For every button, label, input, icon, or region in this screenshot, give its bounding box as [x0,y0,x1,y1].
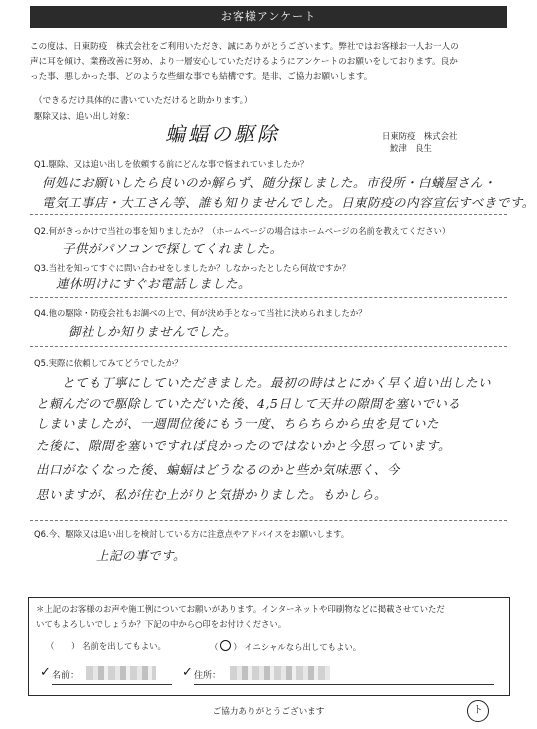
answer-5-line-6: 思いますが、私が住む上がりと気掛かりました。もかしら。 [36,487,388,502]
divider [30,346,507,347]
question-6: Q6.今、駆除又は追い出しを検討している方に注意点やアドバイスをお願いします。 [34,529,350,539]
answer-6: 上記の事です。 [96,548,187,563]
company-name: 日東防疫 株式会社 [382,131,458,141]
answer-1-line-2: 電気工事店・大工さん等、誰も知りませんでした。日東防疫の内容宣伝すべきです。 [42,195,535,210]
option-initial[interactable] [210,640,361,653]
answer-5-line-5: 出口がなくなった後、蝙蝠はどうなるのかと些か気味悪く、今 [36,462,400,477]
check-mark: ✓ [182,665,193,680]
survey-title: お客様アンケート [30,6,507,28]
name-label: 名前： [52,671,80,681]
question-4: Q4.他の駆除・防疫会社もお調べの上で、何が決め手となって当社に決められましたか？ [34,308,367,318]
answer-4: 御社しか知りませんでした。 [68,324,238,339]
intro-line: った事、悪しかった事、どのような些細な事でも結構です。是非、ご協力お願いします。 [30,72,373,82]
address-label: 住所： [194,671,222,681]
answer-5-line-4: た後に、隙間を塞いですれば良かったのではないかと今思っています。 [36,438,452,453]
address-line [194,684,494,685]
option-name[interactable] [46,640,166,652]
divider [30,214,507,215]
answer-2: 子供がパソコンで探してくれました。 [62,241,283,256]
answer-5-line-2: と頼んだので駆除していただいた後、4,5日して天井の隙間を塞いでいる [36,396,461,411]
option-initial-bracket: （ ） [210,642,242,652]
divider [30,297,507,298]
target-answer: 蝙蝠の駆除 [165,122,280,146]
consent-request [36,602,502,632]
option-name-label: 名前を出してもよい。 [82,641,166,651]
company-block [382,130,457,154]
answer-1-line-1: 何処にお願いしたら良いのか解らず、随分探しました。市役所・白蟻屋さん・ [42,175,497,190]
intro-note: （できるだけ具体的に書いていただけると助かります。） [34,96,253,106]
intro-line: この度は、日東防疫 株式会社をご利用いただき、誠にありがとうございます。弊社ではお客様お一人お一人の [30,42,459,52]
intro-text [30,40,507,85]
company-person: 鮫津 良生 [390,143,432,153]
intro-line: 声に耳を傾け、業務改善に努め、より一層安心していただけるようにアンケートのお願いをしております。良か [30,57,458,67]
stamp-seal: ト [467,700,489,722]
thanks-text: ご協力ありがとうございます [212,707,325,717]
question-2: Q2.何がきっかけで当社の事を知りましたか？（ホームページの場合はホームページの名前を教えてください） [34,226,451,236]
name-line [52,684,172,685]
answer-5-line-1: とても丁寧にしていただきました。最初の時はとにかく早く追い出したい [62,375,492,390]
option-initial-label: イニシャルなら出してもよい。 [244,642,362,652]
question-3: Q3.当社を知ってすぐに問い合わせをしましたか？しなかったとしたら何故ですか？ [34,263,351,273]
question-1: Q1.駆除、又は追い出しを依頼する前にどんな事で悩まれていましたか？ [34,159,309,169]
answer-3: 連休明けにすぐお電話しました。 [56,276,252,291]
consent-line: いてもよろしいでしょうか？下記の中から○印をお付けください。 [36,619,287,629]
consent-line: ＊上記のお客様のお声や施工例についてお願いがあります。インターネットや印刷物などに掲載させていただ [36,604,445,614]
divider [30,520,507,521]
check-mark: ✓ [40,665,51,680]
target-label: 駆除又は、追い出し対象： [34,111,135,121]
redacted-address [230,666,330,680]
question-5: Q5.実際に依頼してみてどうでしたか？ [34,358,183,368]
selected-circle-mark [220,640,231,651]
answer-5-line-3: しまいましたが、一週間位後にもう一度、ちらちらから虫を見ていた [36,416,440,431]
redacted-name [86,666,156,680]
option-name-bracket: （ ） [46,641,80,651]
